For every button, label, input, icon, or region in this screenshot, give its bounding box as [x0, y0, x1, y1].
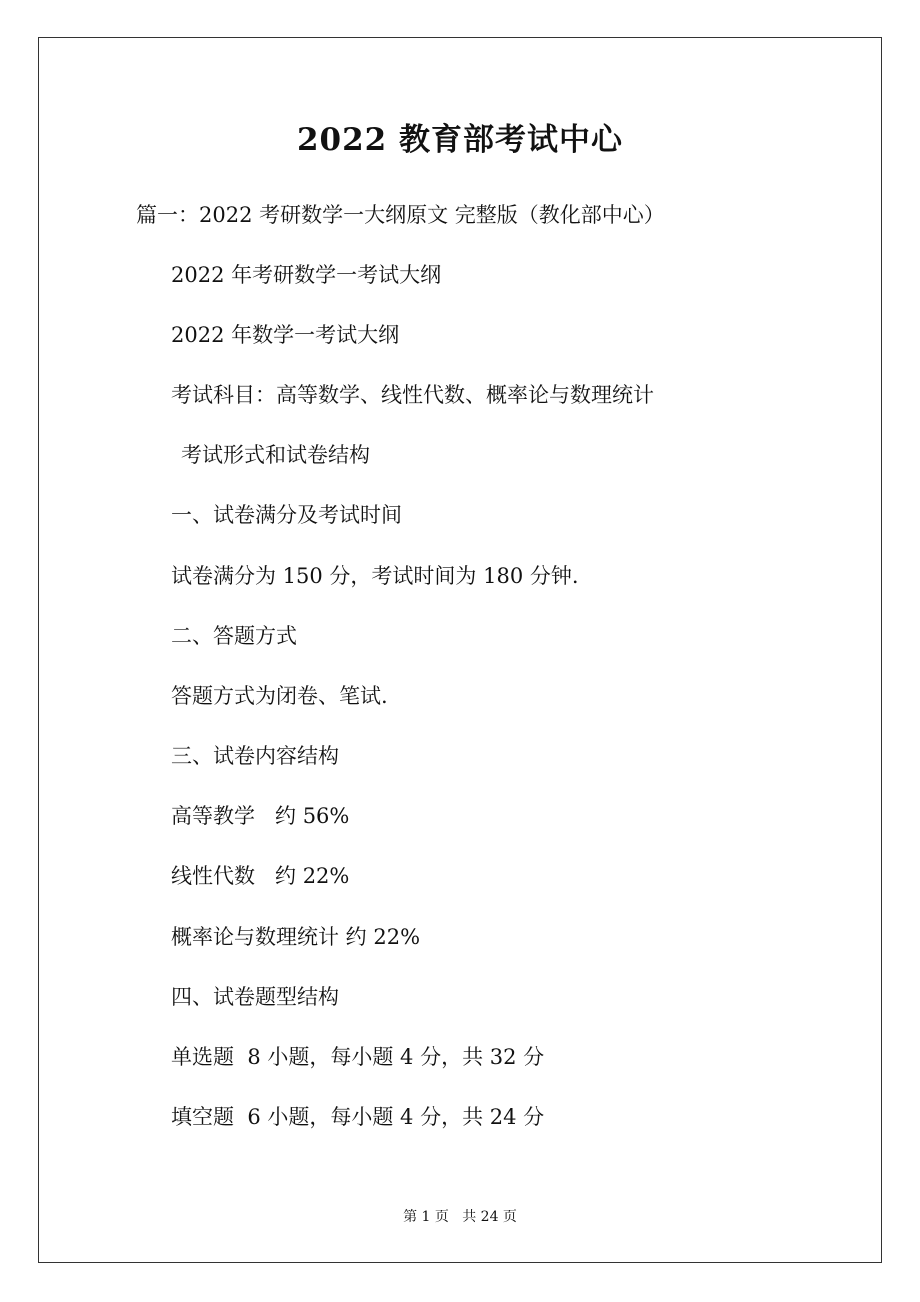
paragraph-line: 高等教学 约 56%: [171, 804, 350, 828]
paragraph-line: 四、试卷题型结构: [171, 985, 339, 1009]
paragraph-line: 考试科目：高等数学、线性代数、概率论与数理统计: [171, 383, 654, 407]
paragraph-line: 单选题 8 小题，每小题 4 分，共 32 分: [171, 1045, 545, 1069]
paragraph-line: 一、试卷满分及考试时间: [171, 503, 402, 527]
page-number-footer: 第 1 页 共 24 页: [403, 1209, 517, 1225]
paragraph-line: 试卷满分为 150 分，考试时间为 180 分钟.: [171, 564, 579, 588]
paragraph-line: 概率论与数理统计 约 22%: [171, 925, 421, 949]
paragraph-line: 二、答题方式: [171, 624, 297, 648]
section-heading: 篇一：2022 考研数学一大纲原文 完整版（教化部中心）: [136, 203, 665, 227]
paragraph-line: 三、试卷内容结构: [171, 744, 339, 768]
paragraph-line: 2022 年考研数学一考试大纲: [171, 263, 442, 287]
paragraph-line: 答题方式为闭卷、笔试.: [171, 684, 388, 708]
document-title: 2022 教育部考试中心: [296, 122, 624, 158]
paragraph-line: 2022 年数学一考试大纲: [171, 323, 400, 347]
paragraph-line: 填空题 6 小题，每小题 4 分，共 24 分: [171, 1105, 545, 1129]
paragraph-line: 线性代数 约 22%: [171, 864, 350, 888]
paragraph-line: 考试形式和试卷结构: [181, 443, 370, 467]
